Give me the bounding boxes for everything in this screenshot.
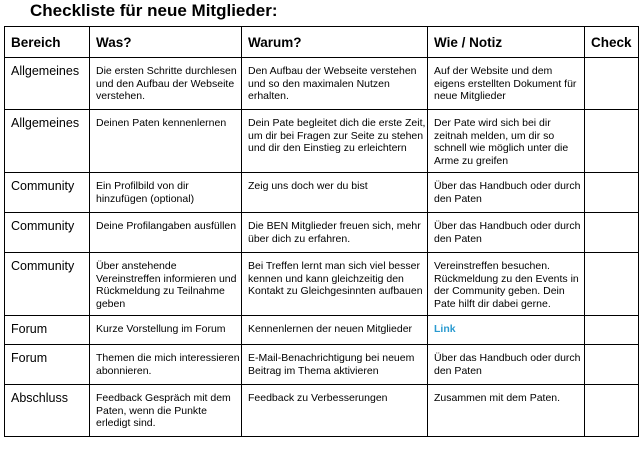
area-cell: Allgemeines xyxy=(5,110,90,173)
column-header-wie-notiz: Wie / Notiz xyxy=(428,27,585,58)
why-cell: Den Aufbau der Webseite verstehen und so den maximalen Nutzen erhalten. xyxy=(242,58,428,110)
what-cell: Kurze Vorstellung im Forum xyxy=(90,316,242,345)
how-cell: Über das Handbuch oder durch den Paten xyxy=(428,173,585,213)
what-cell: Über anstehende Vereinstreffen informieren und Rückmeldung zu Teilnahme geben xyxy=(90,253,242,316)
how-cell: Auf der Website und dem eigens erstellten Dokument für neue Mitglieder xyxy=(428,58,585,110)
what-cell: Feedback Gespräch mit dem Paten, wenn die Punkte erledigt sind. xyxy=(90,385,242,437)
table-row xyxy=(5,173,639,213)
why-cell: Dein Pate begleitet dich die erste Zeit, um dir bei Fragen zur Seite zu stehen und dir den Einstieg zu erleichtern xyxy=(242,110,428,173)
how-cell: Der Pate wird sich bei dir zeitnah melden, um dir so schnell wie möglich unter die Arme zu greifen xyxy=(428,110,585,173)
check-cell[interactable] xyxy=(585,110,639,173)
header-row xyxy=(5,27,639,58)
area-cell: Community xyxy=(5,253,90,316)
what-cell: Deinen Paten kennenlernen xyxy=(90,110,242,173)
why-cell: Zeig uns doch wer du bist xyxy=(242,173,428,213)
how-cell: Zusammen mit dem Paten. xyxy=(428,385,585,437)
what-cell: Themen die mich interessieren abonnieren. xyxy=(90,345,242,385)
area-cell: Community xyxy=(5,173,90,213)
why-cell: Kennenlernen der neuen Mitglieder xyxy=(242,316,428,345)
area-cell: Allgemeines xyxy=(5,58,90,110)
column-header-check: Check xyxy=(585,27,639,58)
area-cell: Forum xyxy=(5,345,90,385)
table-row xyxy=(5,253,639,316)
area-cell: Forum xyxy=(5,316,90,345)
what-cell: Die ersten Schritte durchlesen und den Aufbau der Webseite verstehen. xyxy=(90,58,242,110)
checklist-table xyxy=(4,26,639,437)
check-cell[interactable] xyxy=(585,173,639,213)
why-cell: E-Mail-Benachrichtigung bei neuem Beitrag im Thema aktivieren xyxy=(242,345,428,385)
check-cell[interactable] xyxy=(585,385,639,437)
area-cell: Abschluss xyxy=(5,385,90,437)
page-title: Checkliste für neue Mitglieder: xyxy=(30,1,278,20)
what-cell: Deine Profilangaben ausfüllen xyxy=(90,213,242,253)
check-cell[interactable] xyxy=(585,213,639,253)
why-cell: Feedback zu Verbesserungen xyxy=(242,385,428,437)
table-row xyxy=(5,110,639,173)
table-row xyxy=(5,385,639,437)
column-header-warum: Warum? xyxy=(242,27,428,58)
column-header-was: Was? xyxy=(90,27,242,58)
how-cell xyxy=(428,316,585,345)
check-cell[interactable] xyxy=(585,316,639,345)
check-cell[interactable] xyxy=(585,58,639,110)
column-header-bereich: Bereich xyxy=(5,27,90,58)
what-cell: Ein Profilbild von dir hinzufügen (optional) xyxy=(90,173,242,213)
table-row xyxy=(5,58,639,110)
why-cell: Die BEN Mitglieder freuen sich, mehr über dich zu erfahren. xyxy=(242,213,428,253)
table-row xyxy=(5,213,639,253)
table-row xyxy=(5,345,639,385)
how-cell: Über das Handbuch oder durch den Paten xyxy=(428,213,585,253)
check-cell[interactable] xyxy=(585,253,639,316)
area-cell: Community xyxy=(5,213,90,253)
how-cell: Vereinstreffen besuchen. Rückmeldung zu den Events in der Community geben. Dein Pate hilft dir dabei gerne. xyxy=(428,253,585,316)
check-cell[interactable] xyxy=(585,345,639,385)
forum-link[interactable]: Link xyxy=(434,323,456,335)
how-cell: Über das Handbuch oder durch den Paten xyxy=(428,345,585,385)
table-row xyxy=(5,316,639,345)
why-cell: Bei Treffen lernt man sich viel besser kennen und kann gleichzeitig den Kontakt zu Gleichgesinnten aufbauen xyxy=(242,253,428,316)
